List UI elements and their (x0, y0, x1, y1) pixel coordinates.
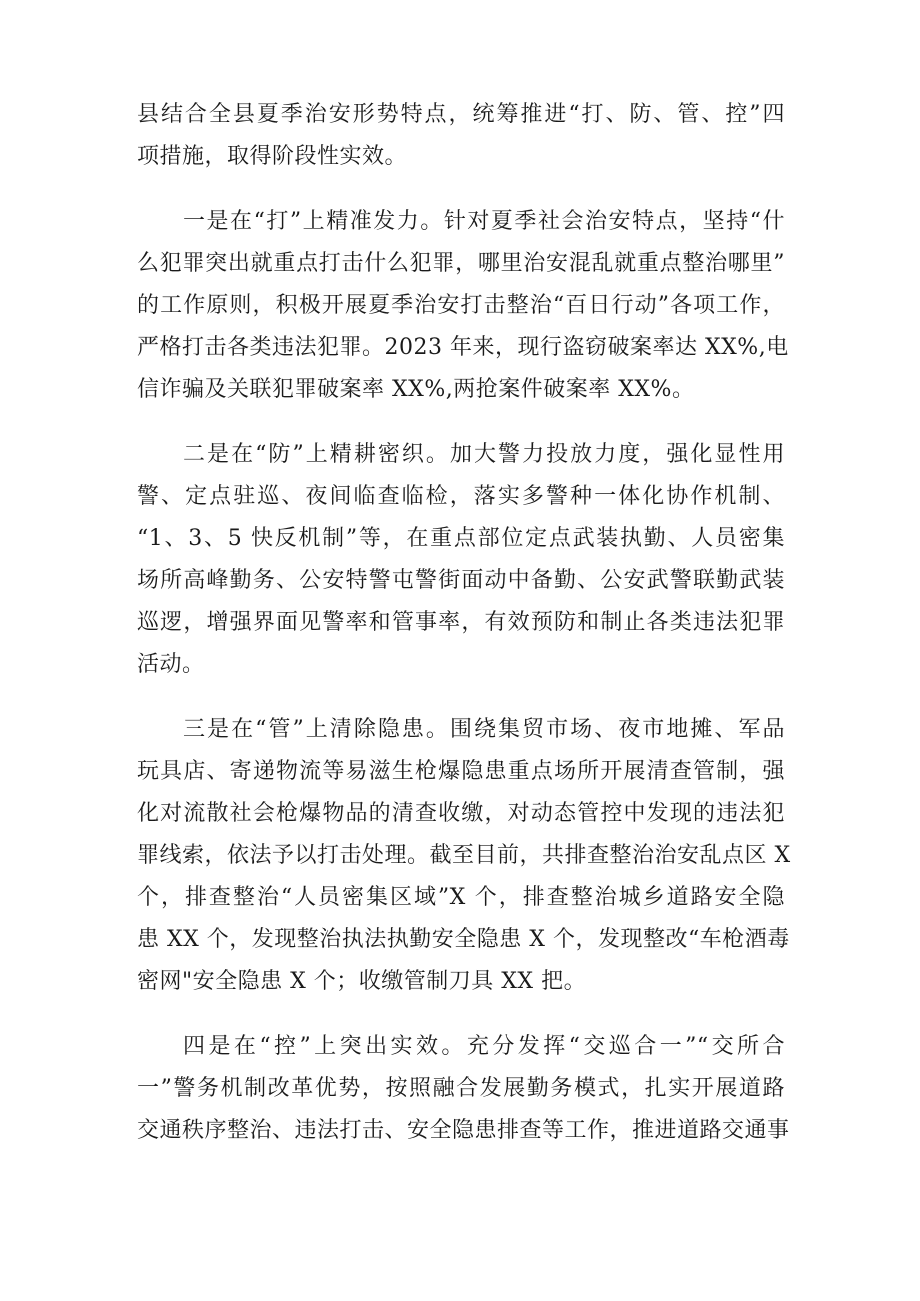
text-line: 项措施，取得阶段性实效。 (137, 144, 408, 169)
text-line: 的工作原则，积极开展夏季治安打击整治“百日行动”各项工作， (137, 293, 785, 318)
text-line: 玩具店、寄递物流等易滋生枪爆隐患重点场所开展清查管制，强 (137, 759, 785, 784)
text-line: 信诈骗及关联犯罪破案率 XX%,两抢案件破案率 XX%。 (137, 377, 695, 402)
paragraph-first-line: 四是在“控”上突出实效。充分发挥“交巡合一”“交所合 (183, 1034, 785, 1059)
text-line: 化对流散社会枪爆物品的清查收缴，对动态管控中发现的违法犯 (137, 801, 785, 826)
paragraph-first-line: 一是在“打”上精准发力。针对夏季社会治安特点，坚持“什 (183, 209, 785, 234)
text-line: 县结合全县夏季治安形势特点，统筹推进“打、防、管、控”四 (137, 102, 785, 127)
text-line: “1、3、5 快反机制”等，在重点部位定点武装执勤、人员密集 (137, 526, 785, 551)
text-line: 巡逻，增强界面见警率和管事率，有效预防和制止各类违法犯罪 (137, 610, 785, 635)
text-line: 个，排查整治“人员密集区域”X 个，排查整治城乡道路安全隐 (137, 885, 785, 910)
text-line: 交通秩序整治、违法打击、安全隐患排查等工作，推进道路交通事 (137, 1118, 790, 1143)
text-line: 么犯罪突出就重点打击什么犯罪，哪里治安混乱就重点整治哪里” (137, 251, 785, 276)
paragraph-first-line: 三是在“管”上清除隐患。围绕集贸市场、夜市地摊、军品 (183, 717, 785, 742)
text-line: 密网"安全隐患 X 个；收缴管制刀具 XX 把。 (137, 969, 587, 994)
text-line: 一”警务机制改革优势，按照融合发展勤务模式，扎实开展道路 (137, 1076, 785, 1101)
text-line: 严格打击各类违法犯罪。2023 年来，现行盗窃破案率达 XX%,电 (137, 335, 789, 360)
text-line: 活动。 (137, 652, 205, 677)
text-line: 警、定点驻巡、夜间临查临检，落实多警种一体化协作机制、 (137, 484, 785, 509)
text-line: 罪线索，依法予以打击处理。截至目前，共排查整治治安乱点区 X (137, 843, 791, 868)
text-line: 患 XX 个，发现整治执法执勤安全隐患 X 个，发现整改“车枪酒毒 (137, 927, 790, 952)
paragraph-first-line: 二是在“防”上精耕密织。加大警力投放力度，强化显性用 (183, 442, 785, 467)
text-line: 场所高峰勤务、公安特警屯警街面动中备勤、公安武警联勤武装 (137, 568, 785, 593)
